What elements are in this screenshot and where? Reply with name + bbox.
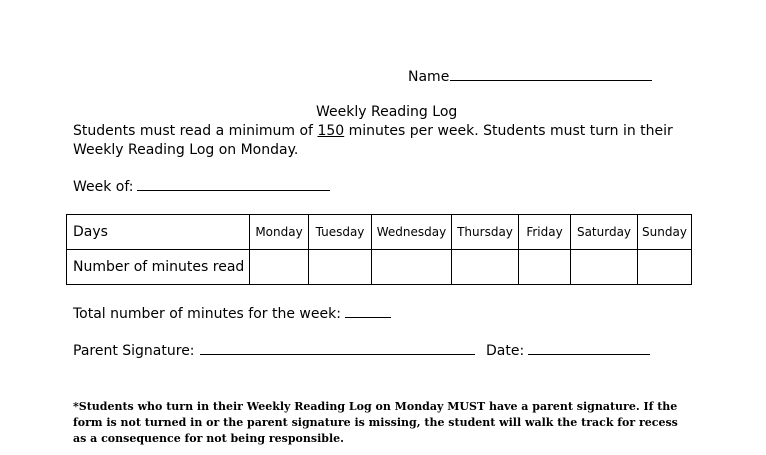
- week-of-label: Week of:: [73, 179, 134, 195]
- total-minutes-field[interactable]: [73, 303, 391, 322]
- day-header-saturday: Saturday: [571, 215, 638, 250]
- minutes-cell-friday[interactable]: [519, 250, 571, 285]
- day-header-friday: Friday: [519, 215, 571, 250]
- minutes-cell-monday[interactable]: [250, 250, 309, 285]
- minutes-row: [67, 250, 692, 285]
- day-header-thursday: Thursday: [452, 215, 519, 250]
- day-header-sunday: Sunday: [638, 215, 692, 250]
- minutes-cell-sunday[interactable]: [638, 250, 692, 285]
- days-header-cell: Days: [67, 215, 250, 250]
- footnote: *Students who turn in their Weekly Reading Log on Monday MUST have a parent signature. If the form is not turned in or the parent signature is missing, the student will walk the track for recess as a consequence for not being responsible.: [73, 400, 678, 445]
- day-header-wednesday: Wednesday: [372, 215, 452, 250]
- minutes-cell-tuesday[interactable]: [309, 250, 372, 285]
- total-minutes-blank-line[interactable]: [345, 303, 391, 318]
- minutes-cell-saturday[interactable]: [571, 250, 638, 285]
- total-minutes-label: Total number of minutes for the week:: [73, 306, 341, 322]
- reading-log-table: [66, 214, 692, 285]
- date-field[interactable]: [486, 340, 650, 359]
- parent-signature-field[interactable]: [73, 340, 475, 359]
- day-header-monday: Monday: [250, 215, 309, 250]
- date-blank-line[interactable]: [528, 340, 650, 355]
- name-blank-line[interactable]: [450, 66, 652, 81]
- minutes-cell-wednesday[interactable]: [372, 250, 452, 285]
- week-of-field[interactable]: [73, 176, 330, 195]
- minutes-cell-thursday[interactable]: [452, 250, 519, 285]
- days-row: [67, 215, 692, 250]
- parent-signature-label: Parent Signature:: [73, 343, 195, 359]
- name-field[interactable]: [408, 66, 652, 85]
- parent-signature-blank-line[interactable]: [200, 340, 475, 355]
- instructions-text: [73, 122, 713, 160]
- page-title: Weekly Reading Log: [316, 104, 458, 120]
- date-label: Date:: [486, 343, 525, 359]
- instructions-after: minutes per week. Students must turn in their Weekly Reading Log on Monday.: [73, 123, 673, 158]
- day-header-tuesday: Tuesday: [309, 215, 372, 250]
- minimum-minutes-value: 150: [317, 123, 345, 139]
- instructions-before: Students must read a minimum of: [73, 123, 318, 139]
- minutes-header-cell: Number of minutes read: [67, 250, 250, 285]
- name-label: Name: [408, 69, 450, 85]
- week-of-blank-line[interactable]: [137, 176, 330, 191]
